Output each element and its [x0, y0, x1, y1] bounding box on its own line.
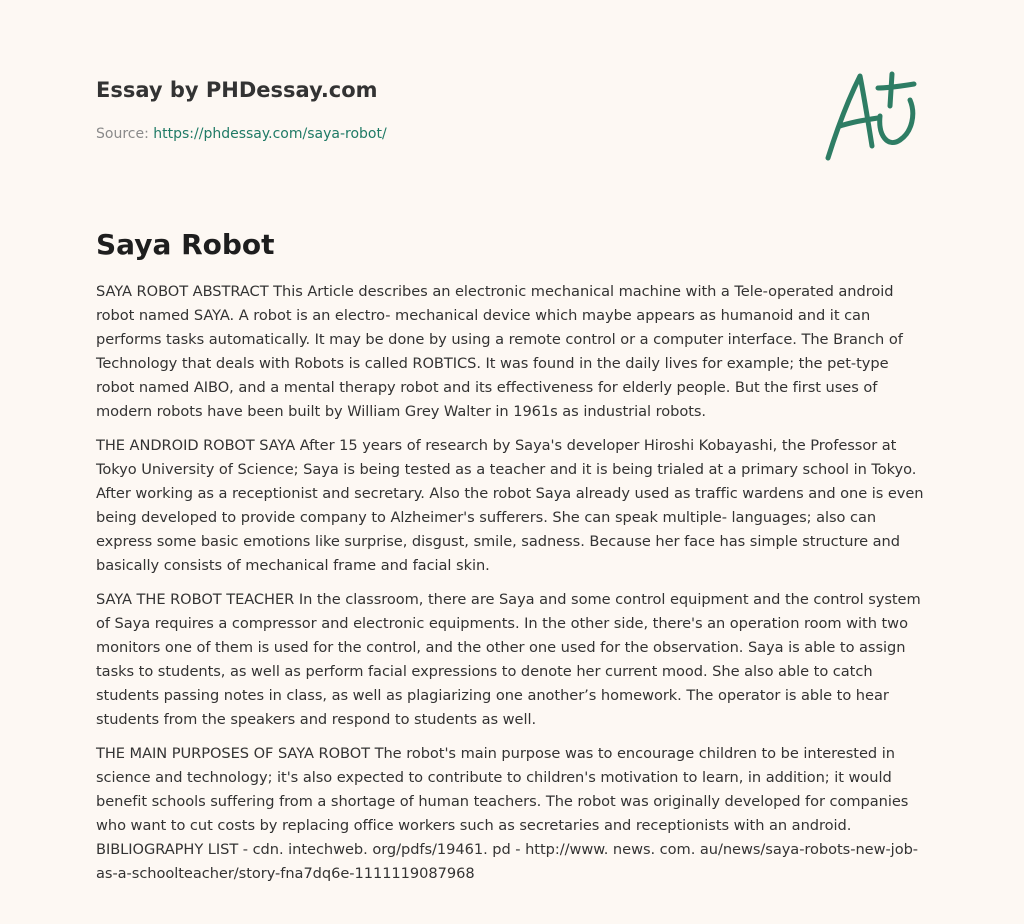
article	[96, 226, 928, 896]
site-title: Essay by PHDessay.com	[96, 78, 378, 102]
essay-header	[96, 76, 796, 144]
source-label: Source:	[96, 126, 154, 142]
source-line	[96, 124, 796, 144]
paragraph-main-purposes: THE MAIN PURPOSES OF SAYA ROBOT The robot's main purpose was to encourage children to be interested in science and technology; it's also expected to contribute to children's motivation to learn, in addition; it would benefit schools suffering from a shortage of human teachers. The robot was originally developed for companies who want to cut costs by replacing office workers such as secretaries and receptionists with an android. BIBLIOGRAPHY LIST - cdn. intechweb. org/pdfs/19461. pd - http://www. news. com. au/news/saya-robots-new-job-as-a-schoolteacher/story-fna7dq6e-1111119087968	[96, 745, 918, 882]
paragraph-robot-teacher: SAYA THE ROBOT TEACHER In the classroom, there are Saya and some control equipment and the control system of Saya requires a compressor and electronic equipments. In the other side, there's an operation room with two monitors one of them is used for the control, and the other one used for the observation. Saya is able to assign tasks to students, as well as perform facial expressions to denote her current mood. She also able to catch students passing notes in class, as well as plagiarizing one another’s homework. The operator is able to hear students from the speakers and respond to students as well.	[96, 591, 921, 728]
article-title: Saya Robot	[96, 228, 275, 261]
paragraph-abstract: SAYA ROBOT ABSTRACT This Article describes an electronic mechanical machine with a Tele-operated android robot named SAYA. A robot is an electro- mechanical device which maybe appears as humanoid and it can performs tasks automatically. It may be done by using a remote control or a computer interface. The Branch of Technology that deals with Robots is called ROBTICS. It was found in the daily lives for example; the pet-type robot named AIBO, and a mental therapy robot and its effectiveness for elderly people. But the first uses of modern robots have been built by William Grey Walter in 1961s as industrial robots.	[96, 283, 903, 420]
paragraph-android-robot: THE ANDROID ROBOT SAYA After 15 years of research by Saya's developer Hiroshi Kobayashi, the Professor at Tokyo University of Science; Saya is being tested as a teacher and it is being trialed at a primary school in Tokyo. After working as a receptionist and secretary. Also the robot Saya already used as traffic wardens and one is even being developed to provide company to Alzheimer's sufferers. She can speak multiple- languages; also can express some basic emotions like surprise, disgust, smile, sadness. Because her face has simple structure and basically consists of mechanical frame and facial skin.	[96, 437, 924, 574]
a-plus-logo-icon	[820, 66, 930, 166]
source-link[interactable]: https://phdessay.com/saya-robot/	[153, 126, 387, 142]
